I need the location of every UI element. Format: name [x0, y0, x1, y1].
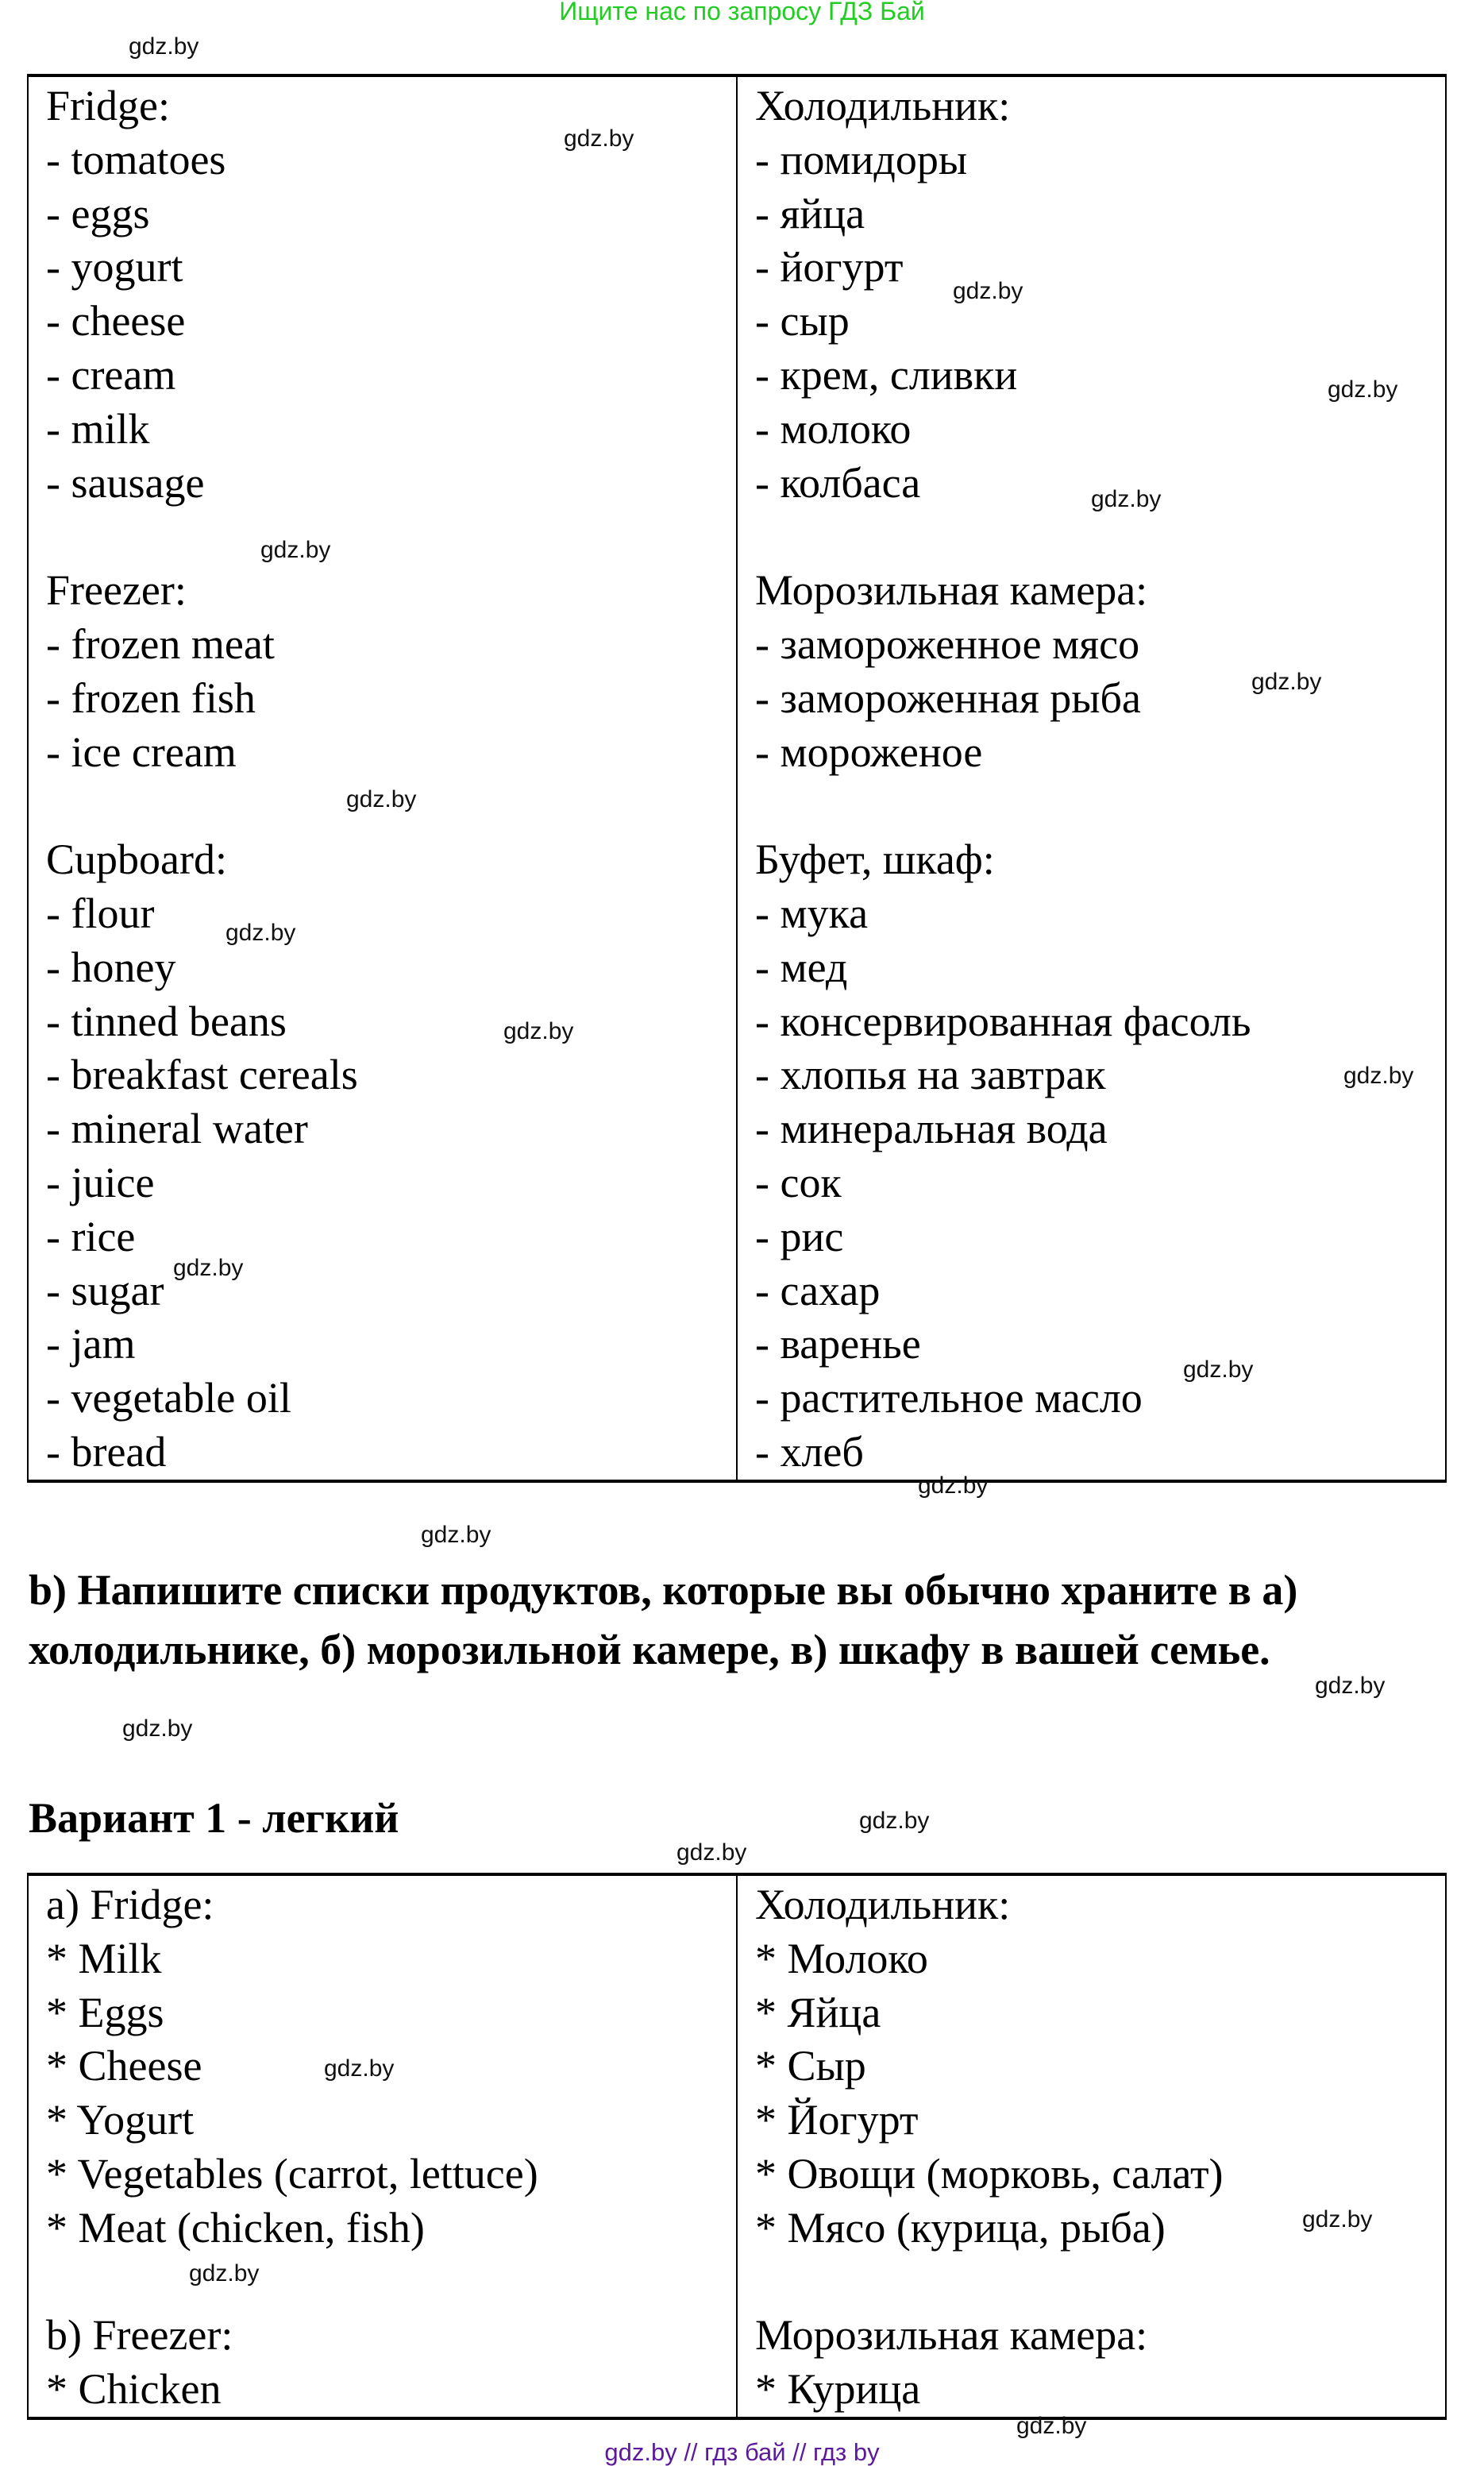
list-item: - молоко — [755, 404, 912, 453]
list-item: - tomatoes — [46, 135, 226, 183]
english-column — [28, 1874, 737, 2418]
watermark: gdz.by — [918, 1472, 989, 1499]
task-line-2: холодильнике, б) морозильной камере, в) шкафу в вашей семье. — [29, 1626, 1270, 1673]
spacer — [46, 2256, 719, 2310]
list-item: * Chicken — [46, 2365, 222, 2414]
section-title: Fridge: — [46, 82, 170, 129]
list-item: - vegetable oil — [46, 1374, 291, 1422]
list-item: - сыр — [755, 297, 850, 345]
watermark: gdz.by — [189, 2260, 260, 2287]
section-title: Морозильная камера: — [755, 566, 1148, 615]
search-banner[interactable]: Ищите нас по запросу ГДЗ Бай — [559, 0, 925, 25]
list-item: * Йогурт — [755, 2096, 919, 2144]
list-item: - хлопья на завтрак — [755, 1051, 1106, 1099]
spacer — [46, 510, 719, 564]
list-item: * Мясо (курица, рыба) — [755, 2203, 1166, 2252]
list-item: - мороженое — [755, 727, 983, 776]
section-title: Холодильник: — [755, 82, 1011, 129]
list-item: - минеральная вода — [755, 1105, 1108, 1153]
watermark: gdz.by — [129, 33, 199, 60]
list-item: - cheese — [46, 297, 186, 345]
list-item: - сок — [755, 1158, 842, 1206]
list-item: * Молоко — [755, 1934, 928, 1982]
watermark: gdz.by — [676, 1839, 747, 1866]
list-item: - йогурт — [755, 243, 904, 291]
watermark: gdz.by — [1016, 2413, 1087, 2439]
section-title: Cupboard: — [46, 836, 227, 884]
section-title: Буфет, шкаф: — [755, 836, 995, 884]
watermark: gdz.by — [1328, 376, 1398, 403]
spacer — [755, 510, 1428, 564]
list-item: - yogurt — [46, 243, 183, 291]
list-item: * Meat (chicken, fish) — [46, 2203, 425, 2252]
watermark: gdz.by — [564, 125, 634, 152]
watermark: gdz.by — [503, 1018, 574, 1044]
list-item: - mineral water — [46, 1105, 308, 1153]
list-item: * Vegetables (carrot, lettuce) — [46, 2149, 538, 2198]
list-item: - tinned beans — [46, 997, 287, 1045]
list-item: - milk — [46, 404, 150, 453]
watermark: gdz.by — [1315, 1673, 1386, 1699]
watermark: gdz.by — [1302, 2206, 1373, 2233]
watermark: gdz.by — [1343, 1063, 1414, 1089]
watermark: gdz.by — [859, 1808, 930, 1834]
list-item: * Яйца — [755, 1988, 881, 2036]
list-item: - frozen fish — [46, 673, 256, 722]
spacer — [755, 2256, 1428, 2310]
watermark: gdz.by — [173, 1255, 244, 1281]
list-item: - flour — [46, 889, 155, 937]
list-item: - рис — [755, 1212, 844, 1260]
watermark: gdz.by — [1251, 669, 1322, 695]
list-item: - honey — [46, 943, 176, 991]
list-item: - мед — [755, 943, 848, 991]
list-item: * Eggs — [46, 1988, 164, 2036]
section-title: Холодильник: — [755, 1881, 1011, 1928]
list-item: - bread — [46, 1427, 167, 1476]
list-item: - breakfast cereals — [46, 1051, 358, 1099]
list-item: - растительное масло — [755, 1374, 1143, 1422]
section-title: Морозильная камера: — [755, 2311, 1148, 2360]
list-item: - frozen meat — [46, 619, 275, 668]
watermark: gdz.by — [1091, 486, 1162, 512]
list-item: * Сыр — [755, 2042, 866, 2090]
list-item: * Cheese — [46, 2042, 202, 2090]
english-column — [28, 75, 737, 1481]
list-item: - хлеб — [755, 1427, 864, 1476]
list-item: * Курица — [755, 2365, 921, 2414]
footer-links[interactable]: gdz.by // гдз бай // гдз by — [604, 2438, 880, 2466]
list-item: - замороженное мясо — [755, 619, 1140, 668]
task-line-1: b) Напишите списки продуктов, которые вы обычно храните в а) — [29, 1566, 1298, 1614]
list-item: - сахар — [755, 1266, 881, 1314]
list-item: - колбаса — [755, 458, 921, 507]
list-item: - ice cream — [46, 727, 237, 776]
list-item: * Овощи (морковь, салат) — [755, 2149, 1224, 2198]
list-item: - замороженная рыба — [755, 673, 1141, 722]
section-title: a) Fridge: — [46, 1881, 214, 1928]
watermark: gdz.by — [346, 786, 417, 812]
variant-table — [27, 1873, 1447, 2420]
watermark: gdz.by — [260, 537, 331, 563]
list-item: - jam — [46, 1320, 136, 1368]
russian-column — [737, 1874, 1446, 2418]
section-title: Freezer: — [46, 566, 187, 615]
list-item: - варенье — [755, 1320, 921, 1368]
russian-column — [737, 75, 1446, 1481]
spacer — [755, 779, 1428, 833]
watermark: gdz.by — [1183, 1356, 1254, 1383]
list-item: - rice — [46, 1212, 136, 1260]
watermark: gdz.by — [953, 278, 1023, 304]
list-item: - мука — [755, 889, 869, 937]
list-item: - крем, сливки — [755, 350, 1018, 399]
list-item: - sugar — [46, 1266, 164, 1314]
watermark: gdz.by — [225, 920, 296, 946]
list-item: - помидоры — [755, 135, 968, 183]
watermark: gdz.by — [122, 1715, 193, 1742]
watermark: gdz.by — [421, 1522, 491, 1548]
list-item: * Milk — [46, 1934, 162, 1982]
list-item: * Yogurt — [46, 2096, 195, 2144]
list-item: - eggs — [46, 189, 150, 237]
list-item: - консервированная фасоль — [755, 997, 1251, 1045]
list-item: - яйца — [755, 189, 865, 237]
list-item: - sausage — [46, 458, 205, 507]
list-item: - juice — [46, 1158, 155, 1206]
watermark: gdz.by — [324, 2055, 395, 2082]
variant-title: Вариант 1 - легкий — [29, 1794, 399, 1842]
section-title: b) Freezer: — [46, 2311, 233, 2360]
list-item: - cream — [46, 350, 176, 399]
